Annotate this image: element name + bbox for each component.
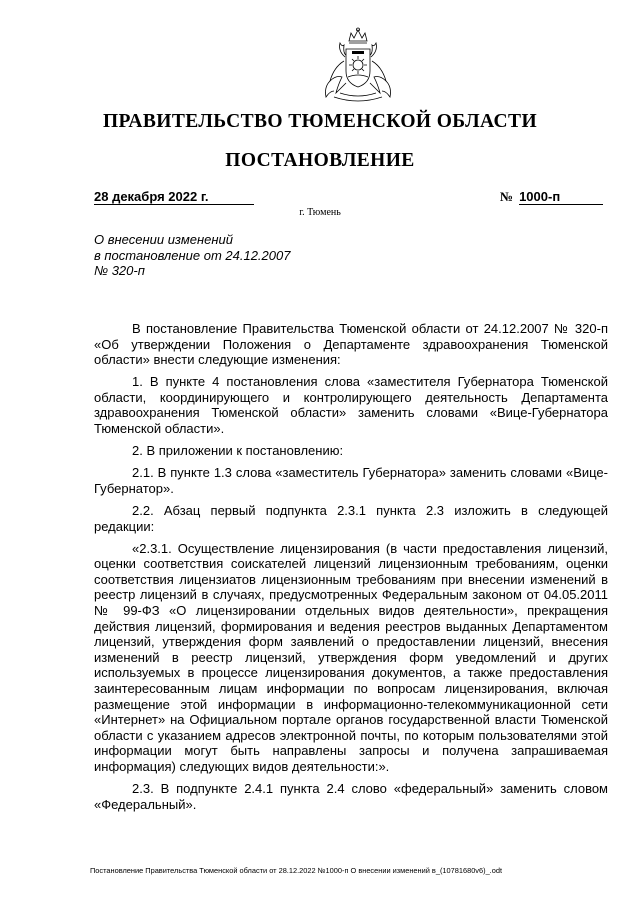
subject-line: О внесении изменений	[94, 232, 233, 247]
body-paragraph: 2.2. Абзац первый подпункта 2.3.1 пункта 2.3 изложить в следующей редакции:	[94, 502, 608, 534]
subject-block	[94, 232, 290, 279]
subject-line: № 320-п	[94, 263, 145, 279]
subject-line: в постановление от 24.12.2007	[94, 247, 291, 263]
government-title: ПРАВИТЕЛЬСТВО ТЮМЕНСКОЙ ОБЛАСТИ	[102, 111, 538, 132]
page-footer: Постановление Правительства Тюменской области от 28.12.2022 №1000-п О внесении изменений в_(10781680v6)_.odt	[90, 866, 503, 875]
number-value: 1000-п	[519, 189, 603, 205]
body-paragraph: 2.3. В подпункте 2.4.1 пункта 2.4 слово «федеральный» заменить словом «Федеральный».	[94, 781, 608, 812]
body-paragraph: 1. В пункте 4 постановления слова «заместителя Губернатора Тюменской области, координирующего и контролирующего деятельность Департамента здравоохранения Тюменской области» заменить словами «Вице-Губернатора Тюменской области».	[94, 374, 608, 437]
number-sign: №	[500, 189, 514, 204]
document-type-title: ПОСТАНОВЛЕНИЕ	[225, 150, 415, 171]
document-number	[500, 189, 603, 205]
body-paragraph: «2.3.1. Осуществление лицензирования (в части предоставления лицензий, оценки соответствия соискателей лицензий лицензионным требованиям, оценки соответствия лицензиатов лицензионным требованиям при внесении изменений в реестр лицензий в случаях, предусмотренных Федеральным законом от 04.05.2011 № 99-ФЗ «О лицензировании отдельных видов деятельности», прекращения действия лицензий, формирования и ведения реестров выданных Департаментом лицензий, утверждения форм заявлений о предоставлении лицензий, внесения изменений в реестр лицензий, утверждения форм уведомлений и других используемых в процессе лицензирования документов, а также предоставления заинтересованным лицам информации по вопросам лицензирования, включая размещение этой информации в информационно-телекоммуникационной сети «Интернет» на Официальном портале органов государственной власти Тюменской области с указанием адресов электронной почты, по которым пользователями этой информации могут быть направлены запросы и получена запрашиваемая информация) следующих видов деятельности:».	[94, 540, 608, 774]
city-label: г. Тюмень	[299, 207, 341, 218]
document-date: 28 декабря 2022 г.	[94, 189, 254, 205]
body-paragraph: В постановление Правительства Тюменской области от 24.12.2007 № 320-п «Об утверждении Положения о Департаменте здравоохранения Тюменской области» внести следующие изменения:	[94, 321, 608, 368]
document-body	[94, 321, 608, 819]
coat-of-arms-icon	[316, 27, 400, 105]
body-paragraph: 2. В приложении к постановлению:	[132, 443, 344, 459]
body-paragraph: 2.1. В пункте 1.3 слова «заместитель Губернатора» заменить словами «Вице-Губернатор».	[94, 465, 608, 496]
